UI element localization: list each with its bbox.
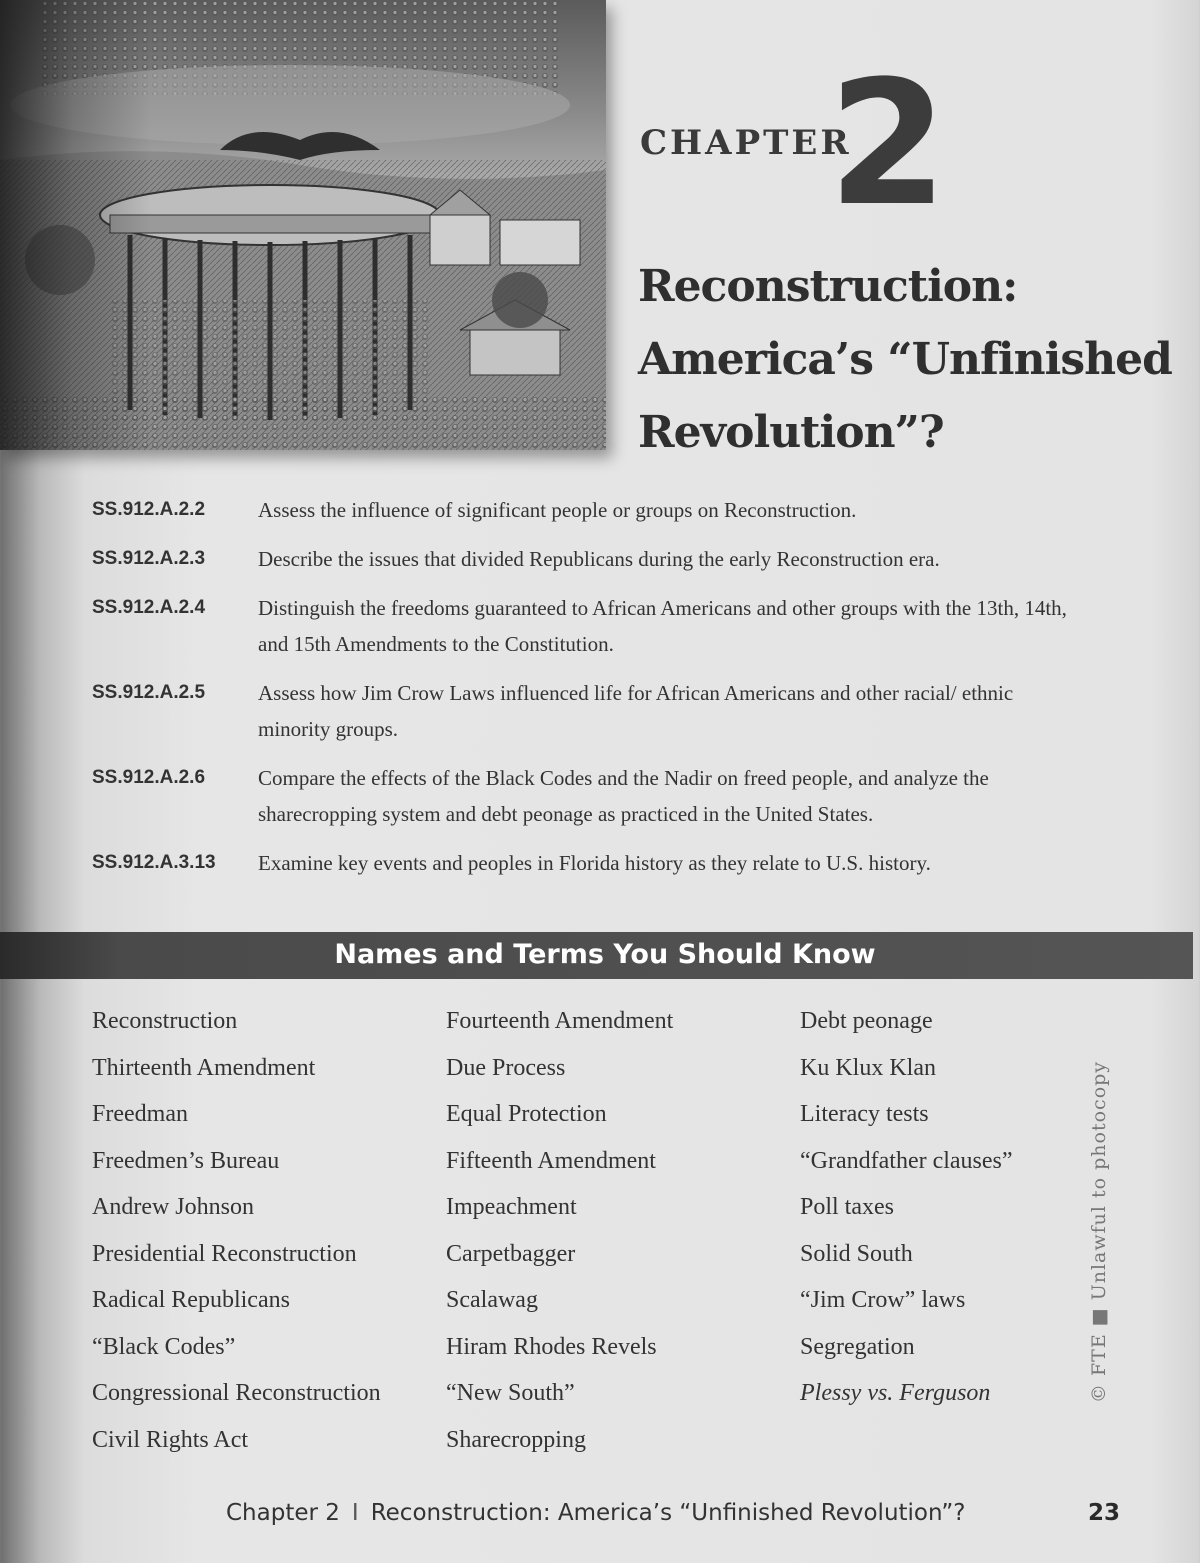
- standard-row: [92, 492, 1092, 528]
- term-item: Thirteenth Amendment: [92, 1054, 316, 1081]
- term-item: “Black Codes”: [92, 1333, 236, 1360]
- standard-code: SS.912.A.2.3: [92, 548, 206, 569]
- term-item: Reconstruction: [92, 1008, 238, 1034]
- standard-code: SS.912.A.2.5: [92, 682, 206, 703]
- standard-code: SS.912.A.2.2: [92, 499, 206, 520]
- term-item: Civil Rights Act: [92, 1426, 249, 1453]
- term-item: Equal Protection: [446, 1101, 607, 1127]
- standard-row: [92, 845, 1092, 881]
- term-item: “Jim Crow” laws: [800, 1287, 966, 1313]
- footer-chapter-label: Chapter 2: [226, 1500, 340, 1526]
- standard-row: [92, 541, 1092, 577]
- term-item: Debt peonage: [800, 1008, 933, 1034]
- term-item: Congressional Reconstruction: [92, 1380, 381, 1406]
- standard-row: [92, 675, 1092, 747]
- chapter-title: [638, 250, 1198, 469]
- term-item: Freedmen’s Bureau: [92, 1147, 280, 1174]
- terms-column-3: [800, 998, 1013, 1417]
- term-item: Solid South: [800, 1240, 913, 1267]
- standard-code: SS.912.A.3.13: [92, 852, 216, 873]
- standards-list: [92, 492, 1092, 894]
- page-number: 23: [1088, 1500, 1121, 1526]
- standard-text: Assess how Jim Crow Laws influenced life for African Americans and other racial/ ethnic minority groups.: [258, 681, 1014, 741]
- term-item: Due Process: [446, 1054, 566, 1081]
- term-item: Poll taxes: [800, 1194, 894, 1220]
- term-item: Sharecropping: [446, 1426, 586, 1453]
- chapter-label: CHAPTER: [640, 123, 852, 163]
- term-item: Fourteenth Amendment: [446, 1008, 674, 1034]
- standard-text: Examine key events and peoples in Florida history as they relate to U.S. history.: [258, 851, 931, 875]
- standard-row: [92, 760, 1092, 832]
- reconstruction-engraving-illustration: [0, 0, 606, 450]
- term-item: Fifteenth Amendment: [446, 1147, 656, 1174]
- chapter-title-line: Revolution”?: [638, 407, 944, 458]
- term-item: “Grandfather clauses”: [800, 1147, 1013, 1174]
- standard-code: SS.912.A.2.4: [92, 597, 206, 618]
- chapter-title-line: America’s “Unfinished: [638, 334, 1172, 385]
- term-item: Segregation: [800, 1333, 915, 1360]
- term-item: Radical Republicans: [92, 1287, 290, 1313]
- standard-text: Compare the effects of the Black Codes and the Nadir on freed people, and analyze the sharecropping system and debt peonage as practiced in the United States.: [258, 766, 989, 826]
- term-item: Ku Klux Klan: [800, 1054, 936, 1081]
- terms-column-1: [92, 998, 381, 1463]
- term-item: Freedman: [92, 1101, 188, 1127]
- term-item: Hiram Rhodes Revels: [446, 1333, 657, 1360]
- standard-text: Describe the issues that divided Republicans during the early Reconstruction era.: [258, 547, 940, 571]
- copyright-notice: © FTE ■ Unlawful to photocopy: [1088, 1060, 1110, 1404]
- term-item: Carpetbagger: [446, 1240, 576, 1267]
- term-item: Literacy tests: [800, 1101, 929, 1127]
- term-item: Impeachment: [446, 1194, 577, 1220]
- term-item: Andrew Johnson: [92, 1194, 254, 1220]
- term-item: Presidential Reconstruction: [92, 1240, 357, 1267]
- standard-text: Distinguish the freedoms guaranteed to African Americans and other groups with the 13th, 14th, and 15th Amendments to the Constitution.: [258, 596, 1067, 656]
- chapter-number: 2: [828, 43, 940, 244]
- terms-column-2: [446, 998, 673, 1463]
- chapter-title-line: Reconstruction:: [638, 261, 1018, 312]
- term-item: Plessy vs. Ferguson: [800, 1380, 991, 1406]
- term-item: “New South”: [446, 1380, 575, 1406]
- standard-text: Assess the influence of significant people or groups on Reconstruction.: [258, 498, 857, 522]
- footer-running-title: Reconstruction: America’s “Unfinished Revolution”?: [370, 1500, 966, 1526]
- standard-row: [92, 590, 1092, 662]
- footer-separator: I: [351, 1500, 359, 1526]
- standard-code: SS.912.A.2.6: [92, 767, 206, 788]
- term-item: Scalawag: [446, 1287, 538, 1313]
- terms-heading: Names and Terms You Should Know: [334, 939, 876, 970]
- running-footer: [226, 1500, 965, 1526]
